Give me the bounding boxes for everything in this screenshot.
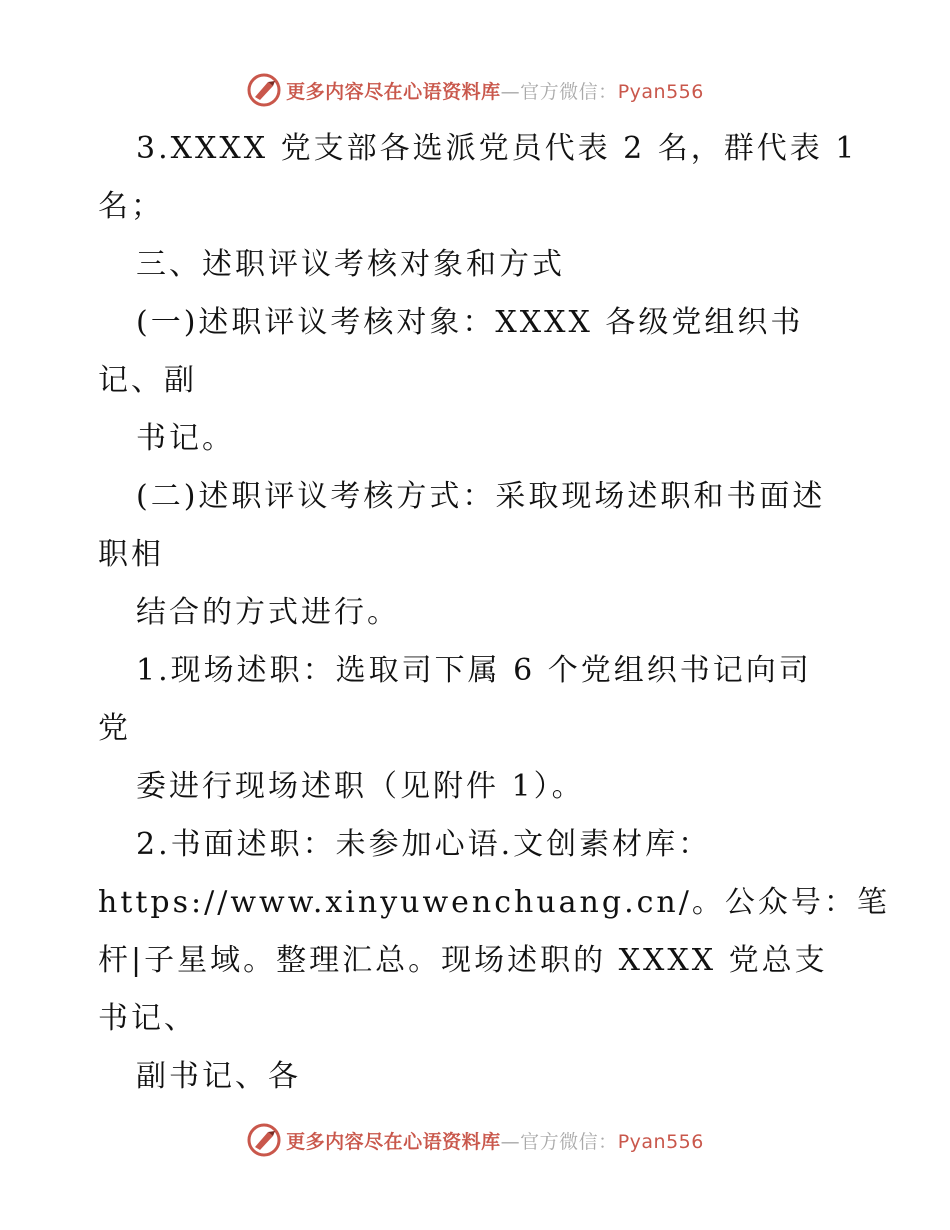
text-line: (一)述职评议考核对象：XXXX 各级党组织书 (136, 305, 804, 340)
text-line: 三、述职评议考核对象和方式 (136, 247, 565, 282)
text-line: 党 (98, 711, 131, 746)
watermark-text: 更多内容尽在心语资料库—官方微信：Pyan556 (286, 80, 704, 103)
document-body (98, 120, 890, 1106)
pen-logo-icon (246, 1122, 282, 1158)
watermark-text: 更多内容尽在心语资料库—官方微信：Pyan556 (286, 1130, 704, 1153)
text-line: 3.XXXX 党支部各选派党员代表 2 名，群代表 1 (136, 131, 858, 166)
text-line: (二)述职评议考核方式：采取现场述职和书面述 (136, 479, 826, 514)
text-line: 记、副 (98, 363, 197, 398)
text-line: 结合的方式进行。 (136, 595, 400, 630)
pen-logo-icon (246, 72, 282, 108)
header-watermark-banner (0, 70, 950, 110)
text-line: 职相 (98, 537, 164, 572)
footer-watermark-banner (0, 1120, 950, 1160)
text-line: 书记。 (136, 421, 235, 456)
text-line: 书记、 (98, 1001, 197, 1036)
text-line: https://www.xinyuwenchuang.cn/。公众号：笔 (98, 885, 890, 920)
text-line: 2.书面述职：未参加心语.文创素材库： (136, 827, 712, 862)
text-line: 1.现场述职：选取司下属 6 个党组织书记向司 (136, 653, 812, 688)
text-line: 委进行现场述职（见附件 1）。 (136, 769, 585, 804)
text-line: 杆|子星域。整理汇总。现场述职的 XXXX 党总支 (98, 943, 828, 978)
text-line: 名； (98, 189, 164, 224)
text-line: 副书记、各 (136, 1059, 301, 1094)
